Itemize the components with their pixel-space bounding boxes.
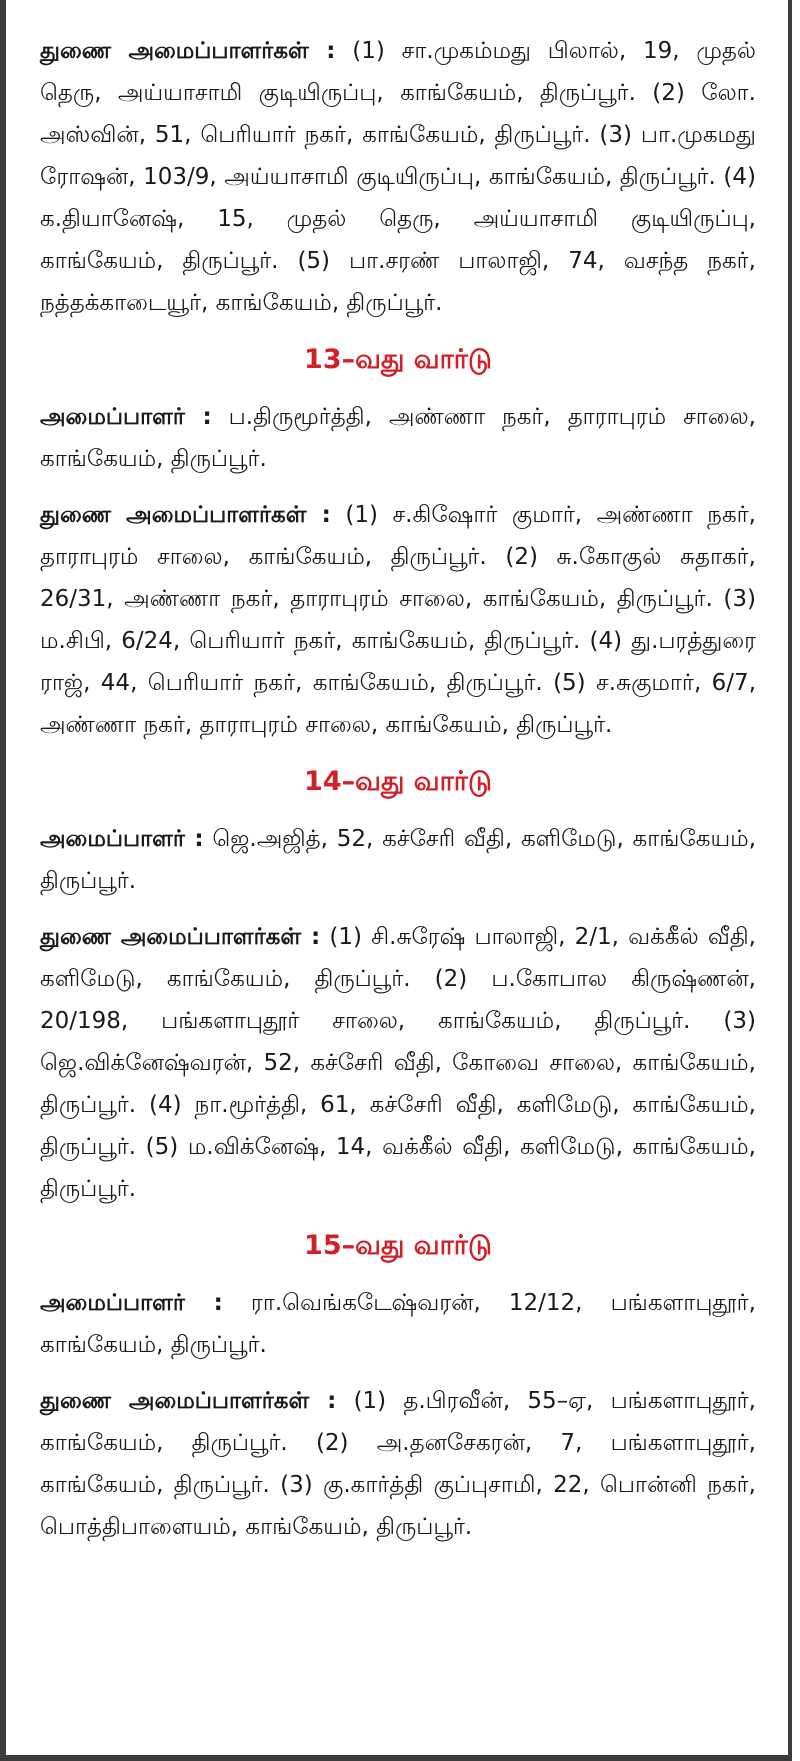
- ward-15-heading: 15–வது வார்டு: [304, 1230, 492, 1261]
- deputy-organizers-text: (1) சா.முகம்மது பிலால், 19, முதல் தெரு, அய்யாசாமி குடியிருப்பு, காங்கேயம், திருப்பூர். (2) லோ. அஸ்வின், 51, பெரியார் நகர், காங்கேயம், திருப்பூர். (3) பா.முகமது ரோஷன், 103/9, அய்யாசாமி குடியிருப்பு, காங்கேயம், திருப்பூர். (4) க.தியானேஷ், 15, முதல் தெரு, அய்யாசாமி குடியிருப்பு, காங்கேயம், திருப்பூர். (5) பா.சரண் பாலாஜி, 74, வசந்த நகர், நத்தக்காடையூர், காங்கேயம், திருப்பூர்.: [40, 38, 756, 316]
- ward-13-heading: 13–வது வார்டு: [304, 344, 492, 375]
- border-right: [788, 0, 792, 1761]
- organizer-text: ஜெ.அஜித், 52, கச்சேரி வீதி, களிமேடு, காங்கேயம், திருப்பூர்.: [40, 826, 757, 894]
- organizer-text: ப.திருமூர்த்தி, அண்ணா நகர், தாராபுரம் சாலை, காங்கேயம், திருப்பூர்.: [40, 404, 756, 472]
- organizer-label: அமைப்பாளர் :: [40, 404, 212, 430]
- organizer-text: ரா.வெங்கடேஷ்வரன், 12/12, பங்களாபுதூர், காங்கேயம், திருப்பூர்.: [40, 1290, 756, 1358]
- border-left: [0, 0, 6, 1761]
- deputy-organizers-label: துணை அமைப்பாளர்கள் :: [40, 38, 336, 64]
- deputy-organizers-text: (1) ச.கிஷோர் குமார், அண்ணா நகர், தாராபுரம் சாலை, காங்கேயம், திருப்பூர். (2) சு.கோகுல் சுதாகர், 26/31, அண்ணா நகர், தாராபுரம் சாலை, காங்கேயம், திருப்பூர். (3) ம.சிபி, 6/24, பெரியார் நகர், காங்கேயம், திருப்பூர். (4) து.பரத்துரை ராஜ், 44, பெரியார் நகர், காங்கேயம், திருப்பூர். (5) ச.சுகுமார், 6/7, அண்ணா நகர், தாராபுரம் சாலை, காங்கேயம், திருப்பூர்.: [40, 502, 756, 738]
- organizer-label: அமைப்பாளர் :: [40, 1290, 223, 1316]
- ward-13-organizer: [40, 396, 756, 480]
- deputy-organizers-label: துணை அமைப்பாளர்கள் :: [40, 502, 331, 528]
- ward-14-organizer: [40, 818, 756, 902]
- deputy-organizers-label: துணை அமைப்பாளர்கள் :: [40, 924, 321, 950]
- ward-14-heading: 14–வது வார்டு: [304, 766, 492, 797]
- organizer-label: அமைப்பாளர் :: [40, 826, 204, 852]
- deputy-organizers-label: துணை அமைப்பாளர்கள் :: [40, 1388, 337, 1414]
- border-bottom: [0, 1755, 792, 1761]
- ward-13-deputy-organizers: [40, 494, 756, 746]
- ward-14-deputy-organizers: [40, 916, 756, 1210]
- ward-12-deputy-organizers: [40, 30, 756, 324]
- ward-15-deputy-organizers: [40, 1380, 756, 1548]
- deputy-organizers-text: (1) சி.சுரேஷ் பாலாஜி, 2/1, வக்கீல் வீதி, களிமேடு, காங்கேயம், திருப்பூர். (2) ப.கோபால கிருஷ்ணன், 20/198, பங்களாபுதூர் சாலை, காங்கேயம், திருப்பூர். (3) ஜெ.விக்னேஷ்வரன், 52, கச்சேரி வீதி, கோவை சாலை, காங்கேயம், திருப்பூர். (4) நா.மூர்த்தி, 61, கச்சேரி வீதி, களிமேடு, காங்கேயம், திருப்பூர். (5) ம.விக்னேஷ், 14, வக்கீல் வீதி, களிமேடு, காங்கேயம், திருப்பூர்.: [40, 924, 756, 1202]
- ward-15-organizer: [40, 1282, 756, 1366]
- deputy-organizers-text: (1) த.பிரவீன், 55–ஏ, பங்களாபுதூர், காங்கேயம், திருப்பூர். (2) அ.தனசேகரன், 7, பங்களாபுதூர், காங்கேயம், திருப்பூர். (3) கு.கார்த்தி குப்புசாமி, 22, பொன்னி நகர், பொத்திபாளையம், காங்கேயம், திருப்பூர்.: [40, 1388, 756, 1540]
